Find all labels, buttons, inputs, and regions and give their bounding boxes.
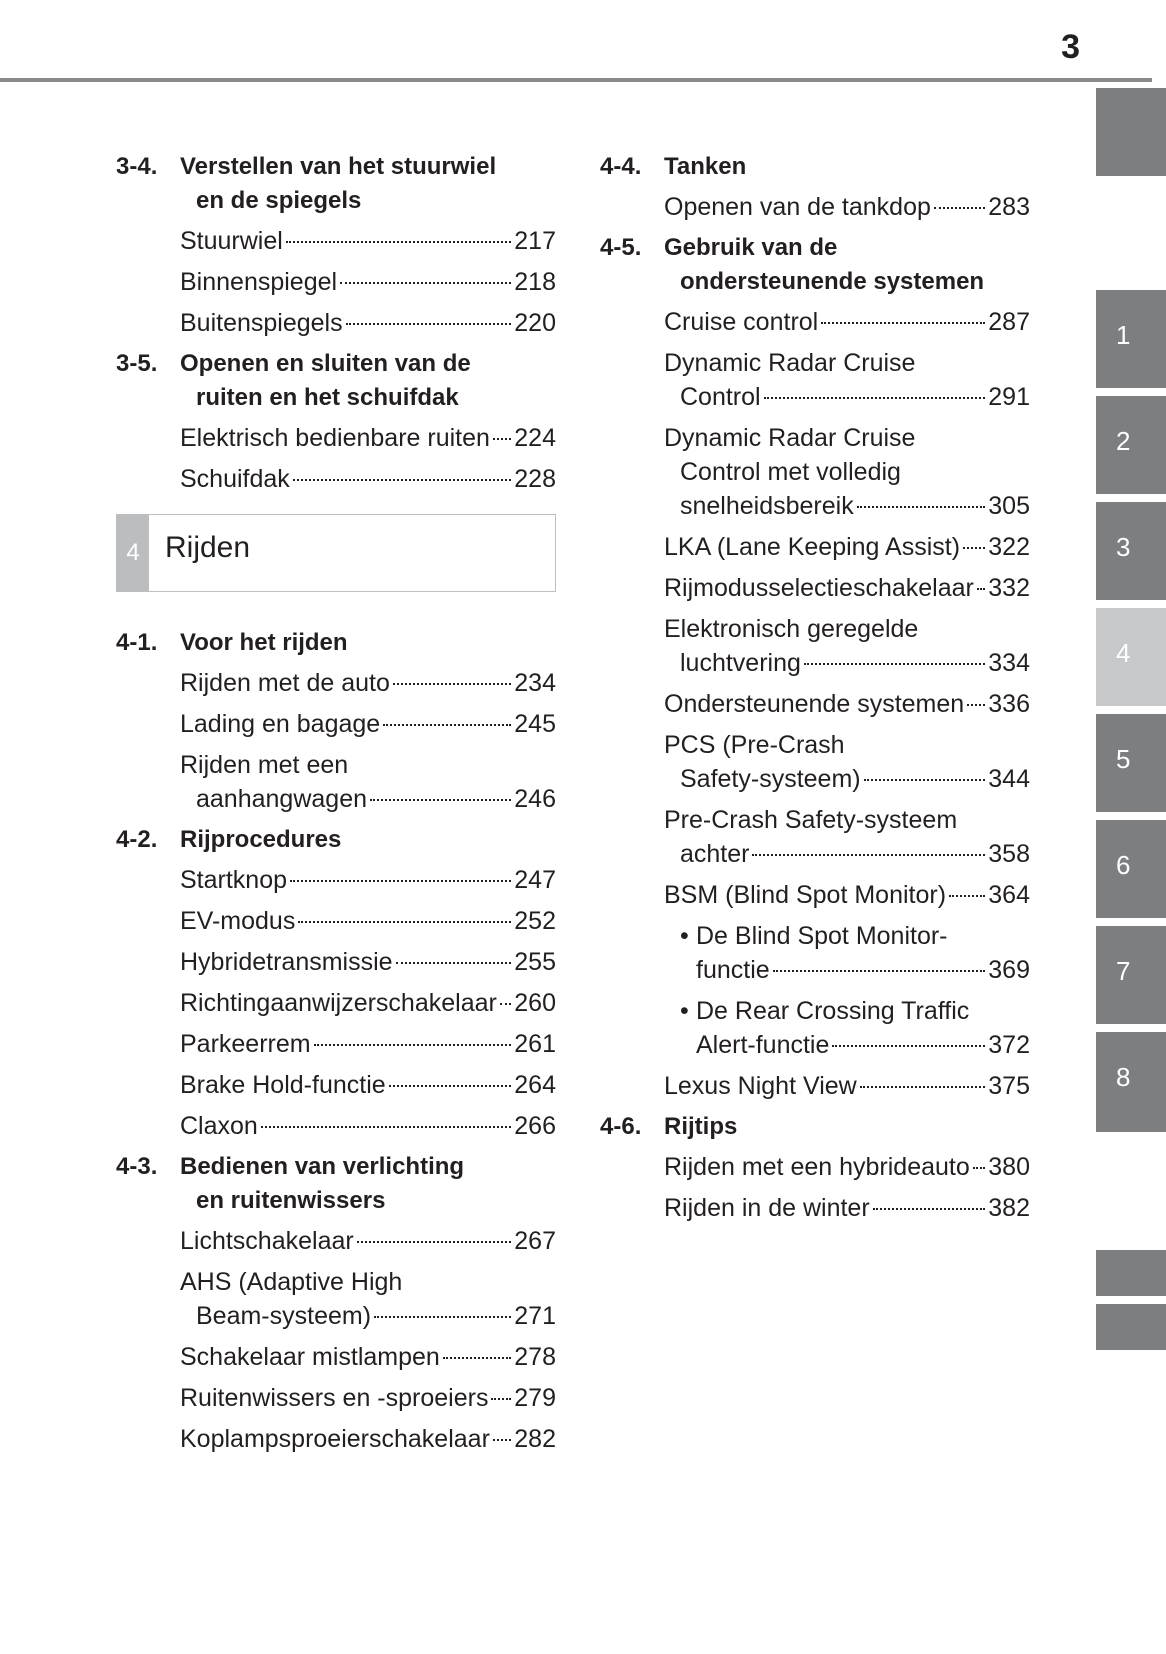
toc-entry[interactable]: Dynamic Radar Cruise Control met volledig snelheidsbereik 305 — [664, 424, 1030, 520]
toc-entry[interactable]: Lading en bagage 245 — [180, 710, 556, 738]
section-4-3: 4-3. Bedienen van verlichting en ruitenwissers — [116, 1153, 465, 1214]
tab-blank-top[interactable] — [1096, 88, 1166, 176]
chapter-heading-box — [116, 514, 556, 592]
toc-entry[interactable]: PCS (Pre-Crash Safety-systeem) 344 — [664, 731, 1030, 793]
section-4-6: 4-6. Rijtips — [600, 1113, 738, 1140]
toc-right-column — [600, 150, 1030, 1232]
toc-entry[interactable]: Binnenspiegel 218 — [180, 268, 556, 296]
toc-entry[interactable]: Hybridetransmissie 255 — [180, 948, 556, 976]
toc-entry[interactable]: Claxon 266 — [180, 1112, 556, 1140]
tab-chapter-8[interactable]: 8 — [1096, 1032, 1166, 1132]
bullet-icon: • — [680, 997, 689, 1025]
toc-entry[interactable]: Elektrisch bedienbare ruiten 224 — [180, 424, 556, 452]
toc-entry[interactable]: Rijmodusselectieschakelaar 332 — [664, 574, 1030, 602]
section-4-5: 4-5. Gebruik van de ondersteunende systemen — [600, 234, 985, 295]
toc-entry[interactable]: Lichtschakelaar 267 — [180, 1227, 556, 1255]
section-4-2: 4-2. Rijprocedures — [116, 826, 342, 853]
toc-left-column — [116, 150, 556, 1463]
toc-entry[interactable]: Schakelaar mistlampen 278 — [180, 1343, 556, 1371]
section-4-4: 4-4. Tanken — [600, 153, 747, 180]
toc-entry[interactable]: Koplampsproeierschakelaar 282 — [180, 1425, 556, 1453]
toc-entry[interactable]: Dynamic Radar Cruise Control 291 — [664, 349, 1030, 411]
tab-blank-bottom-2[interactable] — [1096, 1304, 1166, 1350]
toc-entry[interactable]: Stuurwiel 217 — [180, 227, 556, 255]
toc-entry[interactable]: Pre-Crash Safety-systeem achter 358 — [664, 806, 1030, 868]
section-3-4: 3-4. Verstellen van het stuurwiel en de spiegels — [116, 153, 497, 214]
tab-chapter-4[interactable]: 4 — [1096, 608, 1166, 706]
tab-chapter-5[interactable]: 5 — [1096, 714, 1166, 812]
tab-chapter-2[interactable]: 2 — [1096, 396, 1166, 494]
page-number: 3 — [1061, 28, 1080, 66]
toc-entry[interactable]: BSM (Blind Spot Monitor) 364 — [664, 881, 1030, 909]
chapter-title: Rijden — [165, 531, 251, 564]
toc-entry[interactable]: Elektronisch geregelde luchtvering 334 — [664, 615, 1030, 677]
toc-entry[interactable]: EV-modus 252 — [180, 907, 556, 935]
chapter-number: 4 — [117, 515, 149, 591]
toc-entry[interactable]: Rijden met een aanhangwagen 246 — [180, 751, 556, 813]
section-4-1: 4-1. Voor het rijden — [116, 629, 348, 656]
tab-blank-bottom-1[interactable] — [1096, 1250, 1166, 1296]
toc-entry[interactable]: Rijden met de auto 234 — [180, 669, 556, 697]
toc-entry[interactable]: Schuifdak 228 — [180, 465, 556, 493]
toc-sub-entry[interactable]: • De Blind Spot Monitor- functie 369 — [600, 919, 1030, 987]
tab-chapter-7[interactable]: 7 — [1096, 926, 1166, 1024]
section-3-5: 3-5. Openen en sluiten van de ruiten en het schuifdak — [116, 350, 471, 411]
toc-entry[interactable]: Ondersteunende systemen 336 — [664, 690, 1030, 718]
toc-entry[interactable]: Startknop 247 — [180, 866, 556, 894]
toc-entry[interactable]: AHS (Adaptive High Beam-systeem) 271 — [180, 1268, 556, 1330]
toc-entry[interactable]: Parkeerrem 261 — [180, 1030, 556, 1058]
tab-chapter-1[interactable]: 1 — [1096, 290, 1166, 388]
toc-entry[interactable]: Lexus Night View 375 — [664, 1072, 1030, 1100]
toc-entry[interactable]: Cruise control 287 — [664, 308, 1030, 336]
header-rule — [0, 78, 1152, 82]
toc-entry[interactable]: Rijden met een hybrideauto 380 — [664, 1153, 1030, 1181]
toc-entry[interactable]: Rijden in de winter 382 — [664, 1194, 1030, 1222]
tab-chapter-6[interactable]: 6 — [1096, 820, 1166, 918]
toc-entry[interactable]: LKA (Lane Keeping Assist) 322 — [664, 533, 1030, 561]
tab-chapter-3[interactable]: 3 — [1096, 502, 1166, 600]
toc-entry[interactable]: Richtingaanwijzerschakelaar 260 — [180, 989, 556, 1017]
toc-entry[interactable]: Ruitenwissers en -sproeiers 279 — [180, 1384, 556, 1412]
bullet-icon: • — [680, 922, 689, 950]
toc-entry[interactable]: Openen van de tankdop 283 — [664, 193, 1030, 221]
toc-sub-entry[interactable]: • De Rear Crossing Traffic Alert-functie 372 — [600, 994, 1030, 1062]
toc-entry[interactable]: Buitenspiegels 220 — [180, 309, 556, 337]
toc-entry[interactable]: Brake Hold-functie 264 — [180, 1071, 556, 1099]
